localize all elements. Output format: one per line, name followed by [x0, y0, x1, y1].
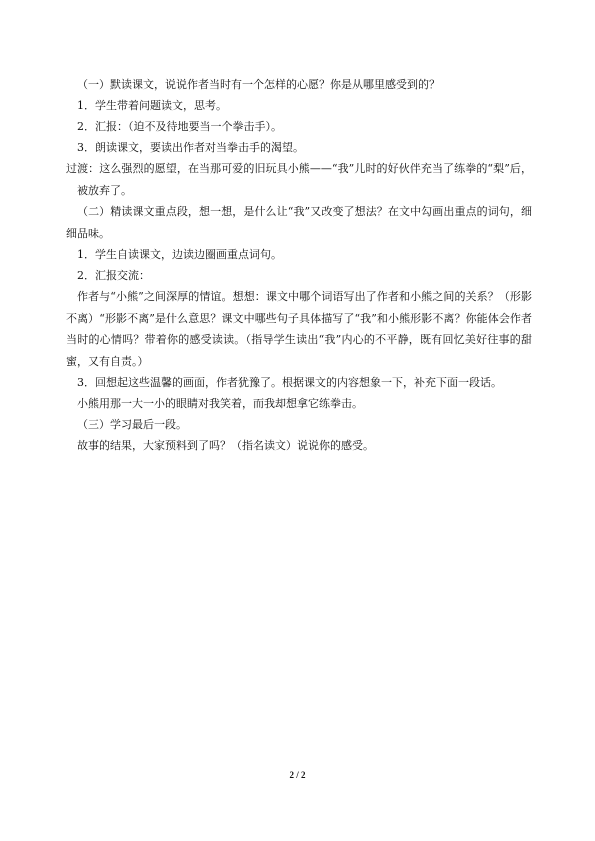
closing-question: 故事的结果，大家预料到了吗？（指名读文）说说你的感受。	[77, 439, 374, 452]
page-number: 2 / 2	[289, 770, 306, 780]
document-body	[66, 74, 532, 456]
fill-in-sentence: 小熊用那一大一小的眼睛对我笑着，而我却想拿它练拳击。	[77, 397, 363, 410]
list-item-2: 2．汇报：（迫不及待地要当一个拳击手）。	[77, 120, 282, 133]
section-heading-3: （三）学习最后一段。	[77, 418, 187, 431]
section-heading-2: （二）精读课文重点段，想一想，是什么让“我”又改变了想法？在文中勾画出重点的词句，细细品味。	[66, 205, 532, 240]
list-item-6: 3．回想起这些温馨的画面，作者犹豫了。根据课文的内容想象一下，补充下面一段话。	[77, 376, 502, 389]
list-item-1: 1．学生带着问题读文，思考。	[77, 99, 227, 112]
list-item-5: 2．汇报交流：	[77, 269, 150, 282]
discussion-paragraph: 作者与“小熊”之间深厚的情谊。想想：课文中哪个词语写出了作者和小熊之间的关系？（形影不离）“形影不离”是什么意思？课文中哪些句子具体描写了“我”和小熊形影不离？你能体会作者当时的心情吗？带着你的感受读读。（指导学生读出“我”内心的不平静，既有回忆美好往事的甜蜜，又有自责。）	[66, 290, 532, 368]
list-item-3: 3．朗读课文，要读出作者对当拳击手的渴望。	[77, 141, 304, 154]
section-heading-1: （一）默读课文，说说作者当时有一个怎样的心愿？你是从哪里感受到的？	[77, 78, 440, 91]
transition-paragraph: 过渡：这么强烈的愿望，在当那可爱的旧玩具小熊——“我”儿时的好伙伴充当了练拳的“梨”后，被放弃了。	[66, 162, 532, 197]
list-item-4: 1．学生自读课文，边读边圈画重点词句。	[77, 248, 282, 261]
